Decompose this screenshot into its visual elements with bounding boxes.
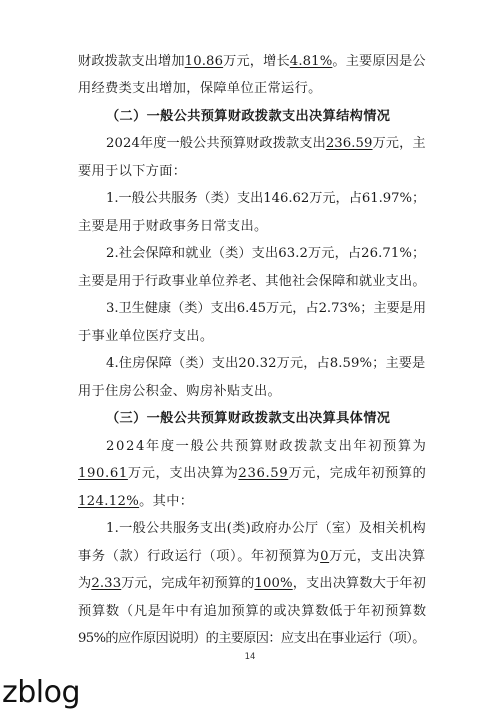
text-segment: 万元，增长 xyxy=(223,54,290,69)
watermark: zblog xyxy=(2,675,81,710)
text-line xyxy=(78,80,322,98)
text-line xyxy=(78,53,426,71)
text-line xyxy=(78,383,281,401)
text-segment: 。其中： xyxy=(139,494,194,509)
underlined-value: 10.86 xyxy=(184,54,224,69)
underlined-value: 190.61 xyxy=(78,466,128,481)
section-heading xyxy=(106,410,390,428)
underlined-value: 0 xyxy=(320,549,330,564)
text-segment: 要用于以下方面： xyxy=(78,164,187,179)
text-line xyxy=(78,603,427,621)
text-segment: 4.住房保障（类）支出20.32万元，占8.59%；主要是 xyxy=(106,356,426,371)
text-line xyxy=(78,273,426,291)
text-line xyxy=(78,465,426,483)
text-segment: （二）一般公共预算财政拨款支出决算结构情况 xyxy=(106,109,391,124)
text-line xyxy=(106,135,426,153)
text-segment: 万元，主 xyxy=(372,136,426,151)
text-segment: 万元，完成年初预算的 xyxy=(121,576,255,591)
text-line xyxy=(106,245,425,263)
text-segment: ，支出决算数大于年初 xyxy=(292,576,426,591)
text-segment: 95%的应作原因说明）的主要原因：应支出在事业运行（项）。 xyxy=(78,631,425,646)
text-segment: 财政拨款支出增加 xyxy=(78,54,185,69)
text-segment: 万元，完成年初预算的 xyxy=(288,466,427,481)
section-heading xyxy=(106,108,390,126)
text-line xyxy=(78,548,426,566)
text-segment: 主要是用于行政事业单位养老、其他社会保障和就业支出。 xyxy=(78,274,426,289)
text-line xyxy=(78,630,425,648)
text-segment: 万元，支出决算 xyxy=(329,549,426,564)
text-segment: 。主要原因是公 xyxy=(332,54,426,69)
text-segment: 2024年度一般公共预算财政拨款支出年初预算为 xyxy=(106,439,428,454)
text-line xyxy=(106,520,426,538)
text-segment: 3.卫生健康（类）支出6.45万元，占2.73%；主要是用 xyxy=(106,301,426,316)
text-segment: 为 xyxy=(78,576,92,591)
underlined-value: 2.33 xyxy=(91,576,122,591)
text-line xyxy=(78,575,426,593)
text-line xyxy=(78,328,213,346)
text-line xyxy=(78,163,186,181)
underlined-value: 236.59 xyxy=(325,136,373,151)
text-line xyxy=(106,355,425,373)
text-segment: 2.社会保障和就业（类）支出63.2万元，占26.71%； xyxy=(106,246,426,261)
text-segment: 预算数（凡是年中有追加预算的或决算数低于年初预算数 xyxy=(78,604,427,619)
page-number: 14 xyxy=(244,652,256,662)
text-line xyxy=(106,190,425,208)
text-segment: 2024年度一般公共预算财政拨款支出 xyxy=(106,136,326,151)
text-line xyxy=(78,218,268,236)
underlined-value: 100% xyxy=(254,576,293,591)
text-line xyxy=(106,300,426,318)
text-segment: 用经费类支出增加，保障单位正常运行。 xyxy=(78,81,322,96)
underlined-value: 4.81% xyxy=(289,54,333,69)
underlined-value: 124.12% xyxy=(78,494,140,509)
text-line xyxy=(106,438,427,456)
underlined-value: 236.59 xyxy=(238,466,289,481)
text-segment: 于事业单位医疗支出。 xyxy=(78,329,214,344)
text-segment: （三）一般公共预算财政拨款支出决算具体情况 xyxy=(106,411,391,426)
text-segment: 用于住房公积金、购房补贴支出。 xyxy=(78,384,282,399)
text-segment: 1.一般公共服务（类）支出146.62万元，占61.97%； xyxy=(106,191,426,206)
text-line xyxy=(78,493,193,511)
text-segment: 1.一般公共服务支出(类)政府办公厅（室）及相关机构 xyxy=(106,521,427,536)
text-segment: 主要是用于财政事务日常支出。 xyxy=(78,219,268,234)
text-segment: 万元，支出决算为 xyxy=(127,466,239,481)
text-segment: 事务（款）行政运行（项）。年初预算为 xyxy=(78,549,321,564)
